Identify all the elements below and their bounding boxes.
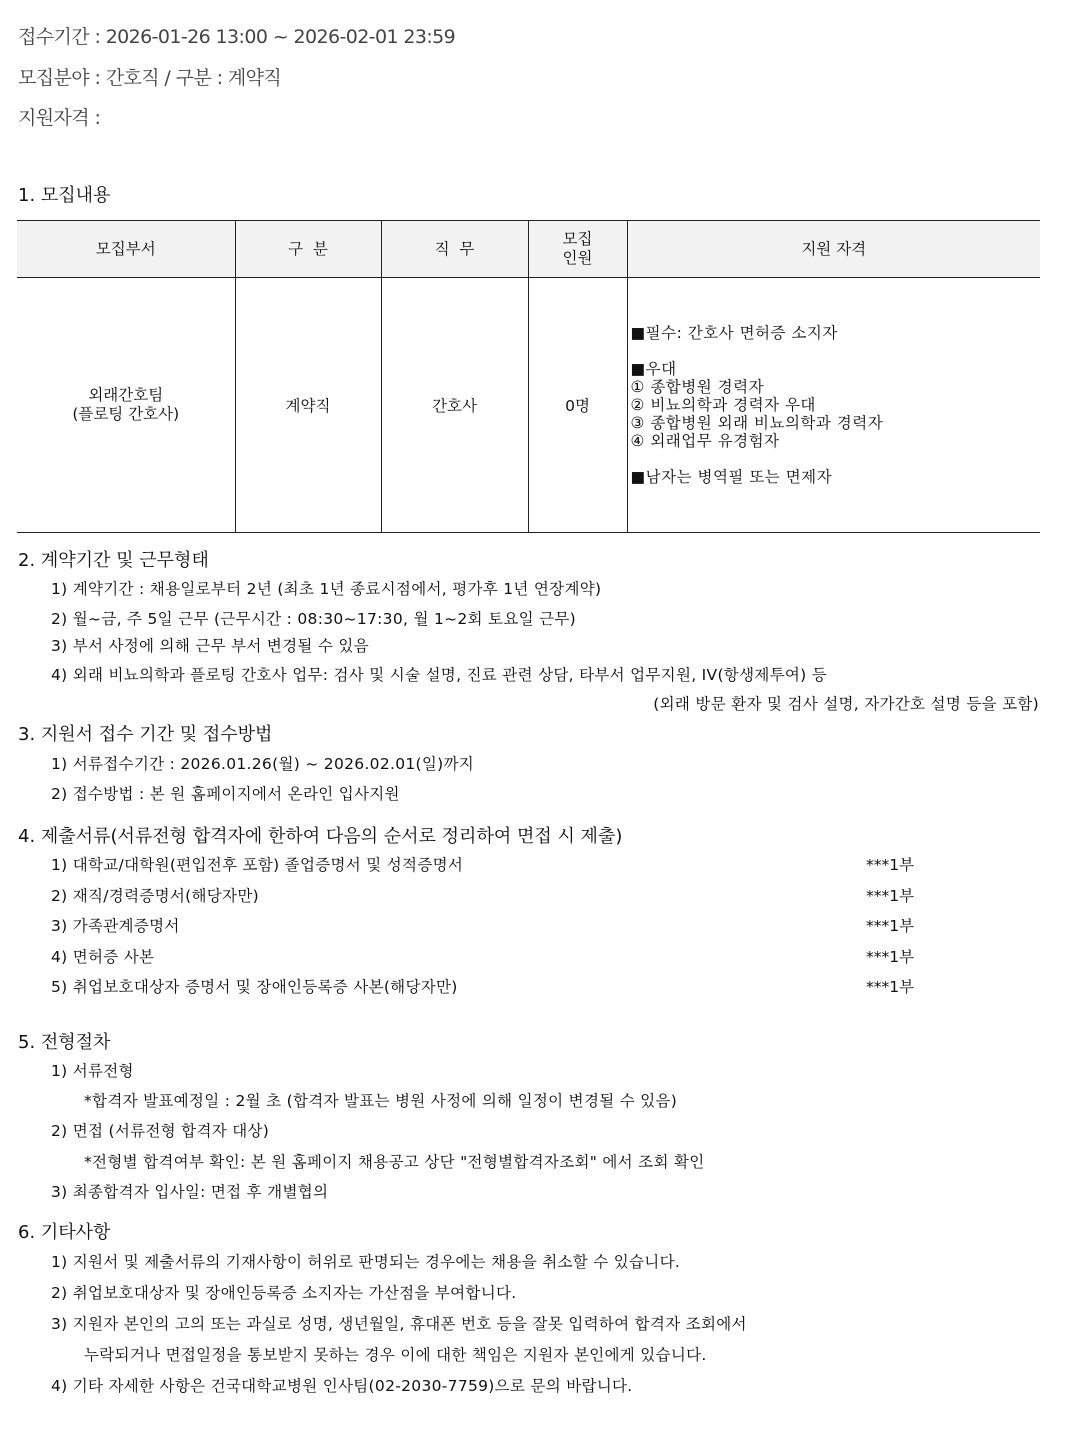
cell-qualification [627, 278, 1040, 533]
list-item-continued: 누락되거나 면접일정을 통보받지 못하는 경우 이에 대한 책임은 지원자 본인에게 있습니다. [84, 1346, 707, 1364]
document-item: 4) 면허증 사본 [51, 948, 155, 966]
list-item: 2) 월~금, 주 5일 근무 (근무시간 : 08:30~17:30, 월 1~2회 토요일 근무) [51, 610, 577, 628]
cell-dept: 외래간호팀 (플로팅 간호사) [17, 278, 235, 533]
document-item: 2) 재직/경력증명서(해당자만) [51, 887, 259, 905]
list-item: 1) 지원서 및 제출서류의 기재사항이 허위로 판명되는 경우에는 채용을 취소할 수 있습니다. [51, 1253, 681, 1271]
header-dept: 모집부서 [17, 221, 235, 278]
list-item: 2) 면접 (서류전형 합격자 대상) [51, 1122, 270, 1140]
list-item-continued: (외래 방문 환자 및 검사 설명, 자가간호 설명 등을 포함) [653, 695, 1039, 713]
qual-item: ④ 외래업무 유경험자 [630, 432, 780, 450]
header-count: 모집 인원 [528, 221, 627, 278]
document-copies: ***1부 [866, 856, 915, 874]
recruit-field: 모집분야 : 간호직 / 구분 : 계약직 [18, 67, 282, 89]
recruitment-table [17, 220, 1040, 533]
list-item: 3) 최종합격자 입사일: 면접 후 개별협의 [51, 1183, 329, 1201]
document-item: 3) 가족관계증명서 [51, 917, 180, 935]
document-item: 5) 취업보호대상자 증명서 및 장애인등록증 사본(해당자만) [51, 978, 458, 996]
list-item: 2) 취업보호대상자 및 장애인등록증 소지자는 가산점을 부여합니다. [51, 1284, 517, 1302]
qual-item: ① 종합병원 경력자 [630, 378, 765, 396]
list-item: 1) 서류접수기간 : 2026.01.26(월) ~ 2026.02.01(일)까지 [51, 755, 475, 773]
header-type: 구 분 [235, 221, 381, 278]
table-header-row [17, 221, 1040, 278]
document-copies: ***1부 [866, 948, 915, 966]
list-item: 4) 기타 자세한 사항은 건국대학교병원 인사팀(02-2030-7759)으로 문의 바랍니다. [51, 1377, 633, 1395]
header-qualification: 지원 자격 [627, 221, 1040, 278]
list-item: 1) 서류전형 [51, 1062, 134, 1080]
section-6-title: 6. 기타사항 [18, 1222, 111, 1243]
section-4-title: 4. 제출서류(서류전형 합격자에 한하여 다음의 순서로 정리하여 면접 시 제출) [18, 826, 623, 847]
application-period: 접수기간 : 2026-01-26 13:00 ~ 2026-02-01 23:59 [18, 26, 456, 48]
cell-count: 0명 [528, 278, 627, 533]
cell-job: 간호사 [381, 278, 528, 533]
table-row [17, 278, 1040, 533]
document-item: 1) 대학교/대학원(편입전후 포함) 졸업증명서 및 성적증명서 [51, 856, 464, 874]
cell-type: 계약직 [235, 278, 381, 533]
section-5-title: 5. 전형절차 [18, 1032, 111, 1053]
list-item: 2) 접수방법 : 본 원 홈페이지에서 온라인 입사지원 [51, 785, 400, 803]
qualification-label: 지원자격 : [18, 107, 101, 129]
list-item: 4) 외래 비뇨의학과 플로팅 간호사 업무: 검사 및 시술 설명, 진료 관련 상담, 타부서 업무지원, IV(항생제투여) 등 [51, 666, 828, 684]
section-1-title: 1. 모집내용 [18, 185, 111, 206]
list-item: 1) 계약기간 : 채용일로부터 2년 (최초 1년 종료시점에서, 평가후 1년 연장계약) [51, 580, 602, 598]
qual-military: ■남자는 병역필 또는 면제자 [630, 468, 833, 486]
section-3-title: 3. 지원서 접수 기간 및 접수방법 [18, 724, 273, 745]
document-copies: ***1부 [866, 978, 915, 996]
list-item: 3) 부서 사정에 의해 근무 부서 변경될 수 있음 [51, 637, 369, 655]
header-job: 직 무 [381, 221, 528, 278]
list-note: *합격자 발표예정일 : 2월 초 (합격자 발표는 병원 사정에 의해 일정이 변경될 수 있음) [84, 1092, 678, 1110]
list-item: 3) 지원자 본인의 고의 또는 과실로 성명, 생년월일, 휴대폰 번호 등을 잘못 입력하여 합격자 조회에서 [51, 1315, 747, 1333]
qual-required: ■필수: 간호사 면허증 소지자 [630, 324, 838, 342]
section-2-title: 2. 계약기간 및 근무형태 [18, 550, 209, 571]
qual-preferred: ■우대 [630, 360, 677, 378]
document-copies: ***1부 [866, 917, 915, 935]
document-copies: ***1부 [866, 887, 915, 905]
qual-item: ③ 종합병원 외래 비뇨의학과 경력자 [630, 414, 884, 432]
qual-item: ② 비뇨의학과 경력자 우대 [630, 396, 816, 414]
list-note: *전형별 합격여부 확인: 본 원 홈페이지 채용공고 상단 "전형별합격자조회" 에서 조회 확인 [84, 1153, 705, 1171]
